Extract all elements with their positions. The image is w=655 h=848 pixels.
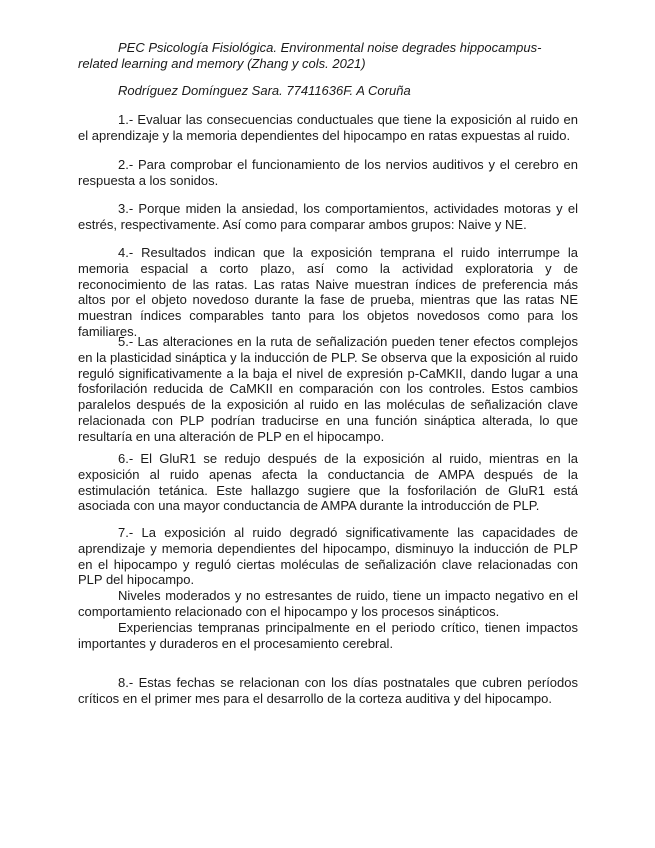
answer-8 — [78, 675, 578, 707]
author-line: Rodríguez Domínguez Sara. 77411636F. A Coruña — [118, 83, 411, 98]
answer-paragraph: 1.- Evaluar las consecuencias conductuales que tiene la exposición al ruido en el aprendizaje y la memoria dependientes del hipocampo en ratas expuestas al ruido. — [78, 112, 578, 143]
answer-paragraph: 6.- El GluR1 se redujo después de la exposición al ruido, mientras en la exposición al ruido apenas afecta la conductancia de AMPA después de la estimulación tetánica. Este hallazgo sugiere que la fosforilación de GluR1 está asociada con una mayor conductancia de AMPA durante la introducción de PLP. — [78, 451, 578, 514]
answer-1 — [78, 112, 578, 144]
answer-paragraph: 2.- Para comprobar el funcionamiento de los nervios auditivos y el cerebro en respuesta a los sonidos. — [78, 157, 578, 188]
answer-paragraph: 3.- Porque miden la ansiedad, los comportamientos, actividades motoras y el estrés, respectivamente. Así como para comparar ambos grupos: Naive y NE. — [78, 201, 578, 232]
answer-4 — [78, 245, 578, 340]
answer-paragraph: Experiencias tempranas principalmente en el periodo crítico, tienen impactos importantes y duraderos en el procesamiento cerebral. — [78, 619, 578, 651]
answer-paragraph: 5.- Las alteraciones en la ruta de señalización pueden tener efectos complejos en la plasticidad sináptica y la inducción de PLP. Se observa que la exposición al ruido reguló significativamente a la baja el nivel de expresión p-CaMKII, dando lugar a una fosforilación reducida de CaMKII en comparación con los controles. Estos cambios paralelos después de la exposición al ruido en las moléculas de señalización clave relacionada con PLP podrían traducirse en una función sináptica alterada, lo que resultaría en una alteración de PLP en el hipocampo. — [78, 334, 578, 444]
answer-paragraph: 4.- Resultados indican que la exposición temprana el ruido interrumpe la memoria espacial a corto plazo, así como la actividad exploratoria y de reconocimiento de las ratas. Las ratas Naive muestran índices de preferencia más altos por el objeto novedoso durante la fase de prueba, mientras que las ratas NE muestran índices comparables tanto para los objetos novedosos como para los familiares. — [78, 245, 578, 339]
answer-6 — [78, 451, 578, 514]
answer-7 — [78, 525, 578, 651]
answer-5 — [78, 334, 578, 445]
answer-paragraph: Niveles moderados y no estresantes de ruido, tiene un impacto negativo en el comportamiento relacionado con el hipocampo y los procesos sinápticos. — [78, 588, 578, 619]
document-title: PEC Psicología Fisiológica. Environmental noise degrades hippocampus-related learning and memory (Zhang y cols. 2021) — [78, 40, 542, 71]
answer-2 — [78, 157, 578, 189]
answer-paragraph: 7.- La exposición al ruido degradó significativamente las capacidades de aprendizaje y memoria dependientes del hipocampo, disminuyo la inducción de PLP en el hipocampo y reguló ciertas moléculas de señalización clave relacionadas con PLP del hipocampo. — [78, 525, 578, 588]
answer-paragraph: 8.- Estas fechas se relacionan con los días postnatales que cubren períodos críticos en el primer mes para el desarrollo de la corteza auditiva y del hipocampo. — [78, 675, 578, 706]
answer-3 — [78, 201, 578, 233]
